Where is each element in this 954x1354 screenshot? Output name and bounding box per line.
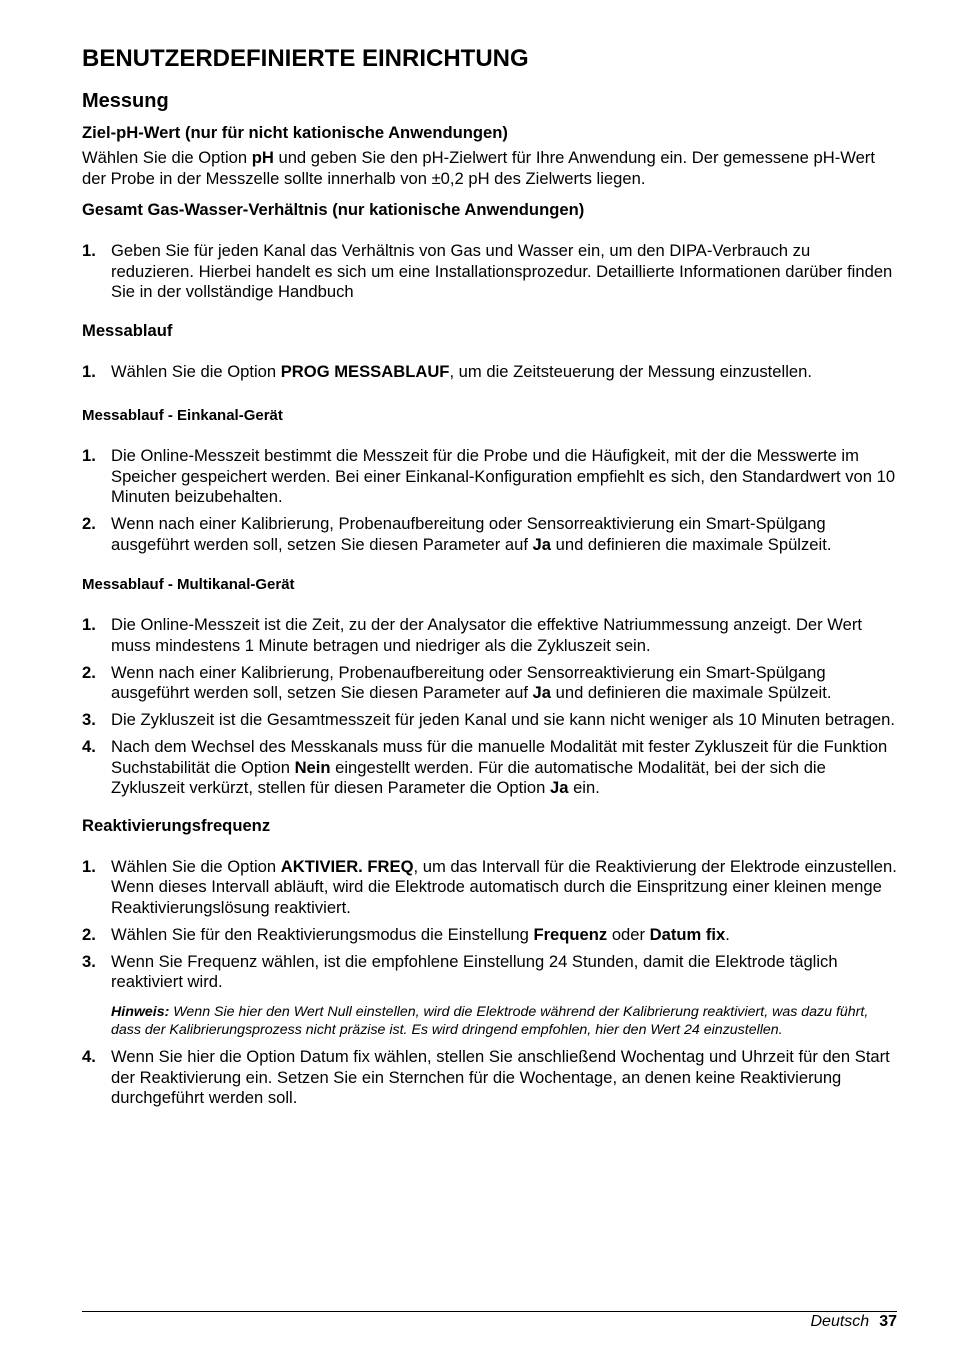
page-footer bbox=[811, 1312, 898, 1332]
ph-paragraph: Wählen Sie die Option pH und geben Sie den pH-Zielwert für Ihre Anwendung ein. Der gemessene pH-Wert der Probe in der Messzelle sollte innerhalb von ±0,2 pH des Zielwerts liegen. bbox=[82, 148, 875, 188]
multikanal-list bbox=[82, 615, 897, 799]
list-item: 4. Wenn Sie hier die Option Datum fix wählen, stellen Sie anschließend Wochentag und Uhrzeit für den Start der Reaktivierung ein. Setzen Sie ein Sternchen für die Wochentage, an denen keine Reaktivierung durchgeführt werden soll. bbox=[82, 1047, 890, 1108]
section-heading: Messung bbox=[82, 90, 169, 112]
list-item: 3. Wenn Sie Frequenz wählen, ist die empfohlene Einstellung 24 Stunden, damit die Elektrode täglich reaktiviert wird. Hinweis: Wenn Sie hier den Wert Null einstellen, wird die Elektrode während der Kalibrierung reaktiviert, was dazu führt, dass der Kalibrierungsprozess nicht präzise ist. Es wird dringend empfohlen, hier den Wert 24 einzustellen. bbox=[82, 952, 897, 1042]
einkanal-list bbox=[82, 446, 897, 555]
list-item: 2. Wählen Sie für den Reaktivierungsmodus die Einstellung Frequenz oder Datum fix. bbox=[82, 924, 730, 944]
document-page bbox=[82, 44, 897, 1115]
page-title: BENUTZERDEFINIERTE EINRICHTUNG bbox=[82, 45, 529, 72]
list-item: 1. Wählen Sie die Option AKTIVIER. FREQ, um das Intervall für die Reaktivierung der Elektrode einzustellen. Wenn dieses Intervall abläuft, wird die Elektrode automatisch durch die Einspritzung einer kleinen menge Reaktivierungslösung reaktiviert. bbox=[82, 856, 897, 917]
reakt-heading: Reaktivierungsfrequenz bbox=[82, 815, 271, 835]
list-item: 1. Die Online-Messzeit ist die Zeit, zu der der Analysator die effektive Natriummessung anzeigt. Der Wert muss mindestens 1 Minute betragen und niedriger als die Zykluszeit sein. bbox=[82, 615, 863, 655]
ph-heading: Ziel-pH-Wert (nur für nicht kationische Anwendungen) bbox=[82, 123, 508, 142]
list-item: 2. Wenn nach einer Kalibrierung, Probenaufbereitung oder Sensorreaktivierung ein Smart-Spülgang ausgeführt werden soll, setzen Sie diesen Parameter auf Ja und definieren die maximale Spülzeit. bbox=[82, 514, 832, 554]
list-item: 3. Die Zykluszeit ist die Gesamtmesszeit für jeden Kanal und sie kann nicht weniger als 10 Minuten betragen. bbox=[82, 710, 895, 729]
footer-rule bbox=[82, 1311, 897, 1312]
ablauf-list bbox=[82, 362, 897, 383]
gas-list bbox=[82, 241, 897, 303]
einkanal-heading: Messablauf - Einkanal-Gerät bbox=[82, 407, 283, 424]
page-number: 37 bbox=[879, 1313, 897, 1330]
list-item: 1. Wählen Sie die Option PROG MESSABLAUF, um die Zeitsteuerung der Messung einzustellen. bbox=[82, 361, 812, 381]
list-item: 2. Wenn nach einer Kalibrierung, Probenaufbereitung oder Sensorreaktivierung ein Smart-Spülgang ausgeführt werden soll, setzen Sie diesen Parameter auf Ja und definieren die maximale Spülzeit. bbox=[82, 662, 832, 702]
multikanal-heading: Messablauf - Multikanal-Gerät bbox=[82, 576, 295, 593]
list-item: 1. Geben Sie für jeden Kanal das Verhältnis von Gas und Wasser ein, um den DIPA-Verbrauch zu reduzieren. Hierbei handelt es sich um eine Installationsprozedur. Detaillierte Informationen darüber finden Sie in der vollständige Handbuch bbox=[82, 241, 893, 301]
list-item: 4. Nach dem Wechsel des Messkanals muss für die manuelle Modalität mit fester Zykluszeit für die Funktion Suchstabilität die Option Nein eingestellt werden. Für die automatische Modalität, bei der sich die Zykluszeit verkürzt, stellen für diesen Parameter die Option Ja ein. bbox=[82, 737, 888, 797]
ablauf-heading: Messablauf bbox=[82, 320, 173, 340]
list-item: 1. Die Online-Messzeit bestimmt die Messzeit für die Probe und die Häufigkeit, mit der die Messwerte im Speicher gespeichert werden. Bei einer Einkanal-Konfiguration empfiehlt es sich, den Standardwert von 10 Minuten beizubehalten. bbox=[82, 446, 896, 506]
gas-heading: Gesamt Gas-Wasser-Verhältnis (nur kationische Anwendungen) bbox=[82, 200, 585, 219]
reakt-list bbox=[82, 857, 897, 1109]
footer-language: Deutsch bbox=[810, 1313, 870, 1330]
note: Hinweis: Wenn Sie hier den Wert Null einstellen, wird die Elektrode während der Kalibrierung reaktiviert, was dazu führt, dass der Kalibrierungsprozess nicht präzise ist. Es wird dringend empfohlen, hier den Wert 24 einzustellen. bbox=[111, 1003, 869, 1038]
